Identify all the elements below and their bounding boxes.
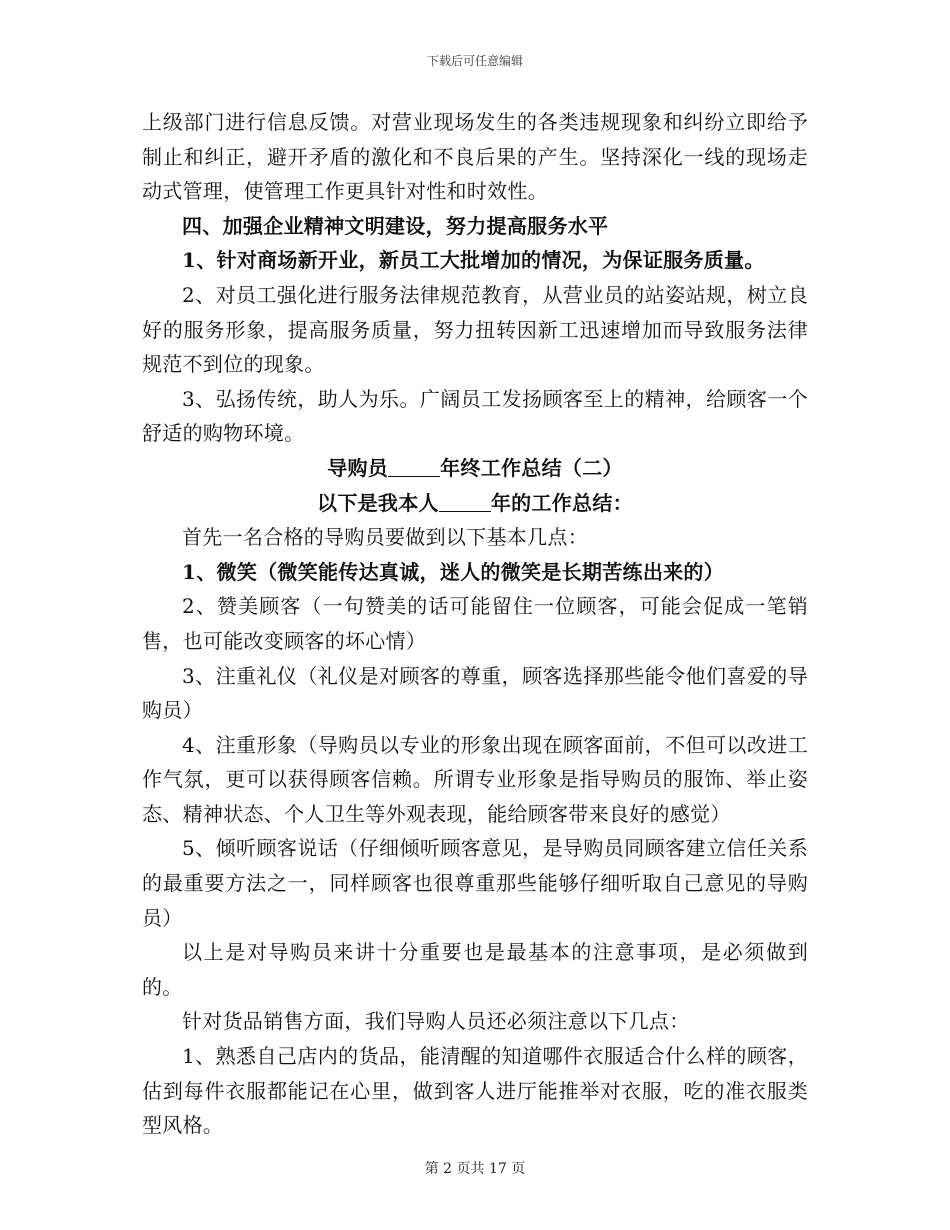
paragraph-15: 针对货品销售方面，我们导购人员还必须注意以下几点：	[182, 1009, 690, 1034]
paragraph-16: 1、熟悉自己店内的货品，能清醒的知道哪件衣服适合什么样的顾客，估到每件衣服都能记在心里，做到客人进厅能推举对衣服，吃的准衣服类型风格。	[142, 1044, 808, 1138]
document-subtitle	[142, 486, 808, 521]
section-heading-4: 四、加强企业精神文明建设，努力提高服务水平	[182, 213, 609, 238]
paragraph-1: 上级部门进行信息反馈。对营业现场发生的各类违规现象和纠纷立即给予制止和纠正，避开矛盾的激化和不良后果的产生。坚持深化一线的现场走动式管理，使管理工作更具针对性和时效性。	[142, 110, 808, 204]
subtitle-part-2: 年的工作总结：	[490, 490, 633, 515]
document-body	[142, 105, 808, 1143]
paragraph-13: 5、倾听顾客说话（仔细倾听顾客意见，是导购员同顾客建立信任关系的最重要方法之一，同样顾客也很尊重那些能够仔细听取自己意见的导购员）	[142, 836, 808, 930]
page-footer: 第 2 页共 17 页	[424, 1161, 526, 1177]
title-blank	[388, 456, 440, 477]
page-header: 下载后可任意编辑	[426, 54, 523, 68]
title-part-2: 年终工作总结（二）	[440, 455, 623, 480]
paragraph-3: 1、针对商场新开业，新员工大批增加的情况，为保证服务质量。	[182, 248, 765, 273]
paragraph-8: 首先一名合格的导购员要做到以下基本几点：	[182, 525, 588, 550]
paragraph-5: 3、弘扬传统，助人为乐。广阔员工发扬顾客至上的精神，给顾客一个舒适的购物环境。	[142, 386, 808, 446]
paragraph-14: 以上是对导购员来讲十分重要也是最基本的注意事项，是必须做到的。	[142, 940, 808, 999]
title-part-1: 导购员	[327, 455, 389, 480]
paragraph-11: 3、注重礼仪（礼仪是对顾客的尊重，顾客选择那些能令他们喜爱的导购员）	[142, 663, 808, 723]
paragraph-10: 2、赞美顾客（一句赞美的话可能留住一位顾客，可能会促成一笔销售，也可能改变顾客的坏心情）	[142, 594, 808, 653]
paragraph-9: 1、微笑（微笑能传达真诚，迷人的微笑是长期苦练出来的）	[182, 559, 725, 584]
paragraph-12: 4、注重形象（导购员以专业的形象出现在顾客面前，不但可以改进工作气氛，更可以获得顾客信赖。所谓专业形象是指导购员的服饰、举止姿态、精神状态、个人卫生等外观表现，能给顾客带来良好的感觉）	[142, 732, 808, 826]
document-title	[142, 451, 808, 486]
subtitle-blank	[439, 491, 491, 512]
subtitle-part-1: 以下是我本人	[317, 490, 439, 515]
paragraph-4: 2、对员工强化进行服务法律规范教育，从营业员的站姿站规，树立良好的服务形象，提高服务质量，努力扭转因新工迅速增加而导致服务法律规范不到位的现象。	[142, 282, 808, 377]
